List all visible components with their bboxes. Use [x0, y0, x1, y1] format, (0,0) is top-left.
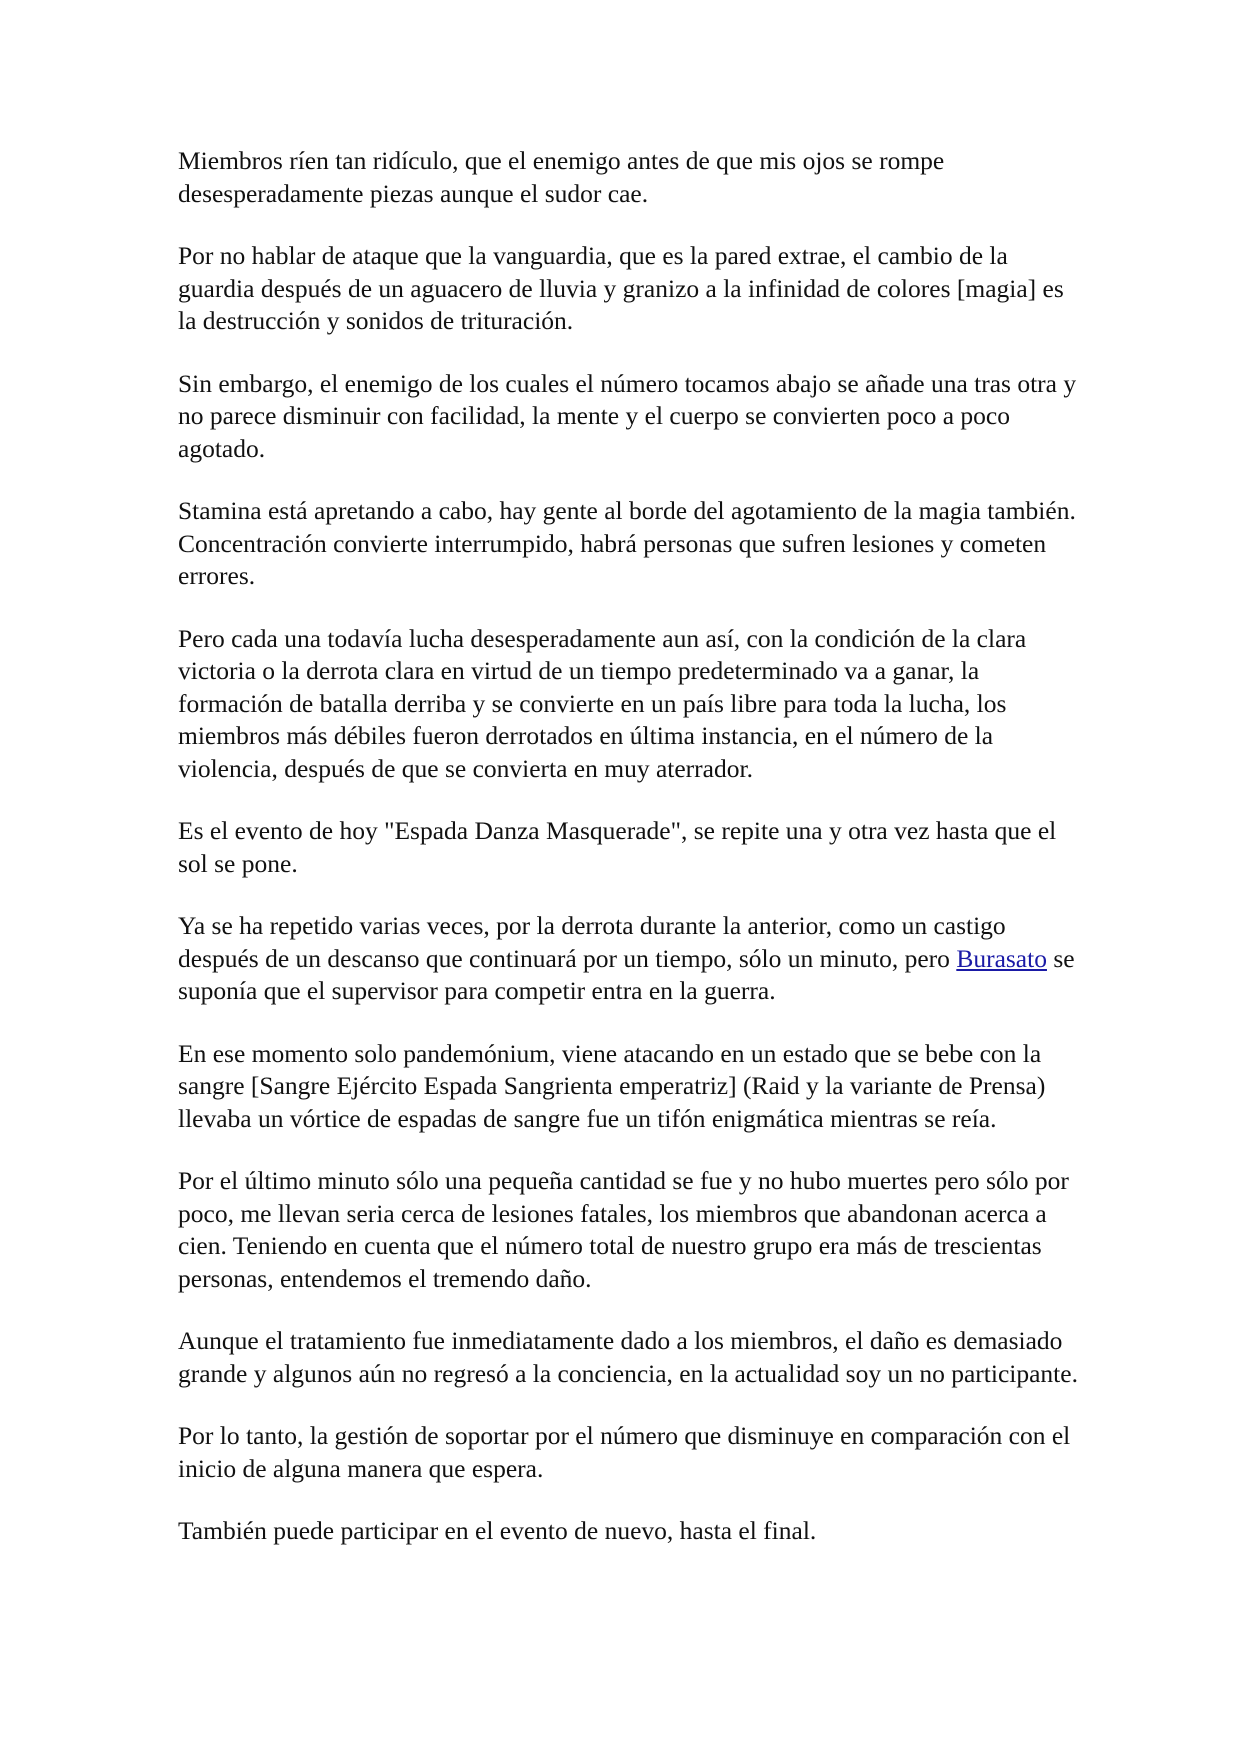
paragraph-5: Pero cada una todavía lucha desesperadamente aun así, con la condición de la clara victoria o la derrota clara en virtud de un tiempo predeterminado va a ganar, la formación de batalla derriba y se convierte en un país libre para toda la lucha, los miembros más débiles fueron derrotados en última instancia, en el número de la violencia, después de que se convierta en muy aterrador.	[178, 623, 1027, 783]
paragraph-11: Por lo tanto, la gestión de soportar por el número que disminuye en comparación con el inicio de alguna manera que espera.	[178, 1421, 1071, 1483]
paragraph-3: Sin embargo, el enemigo de los cuales el número tocamos abajo se añade una tras otra y no parece disminuir con facilidad, la mente y el cuerpo se convierten poco a poco agotado.	[178, 368, 1077, 463]
paragraph-12: También puede participar en el evento de nuevo, hasta el final.	[178, 1516, 817, 1545]
paragraph-10: Aunque el tratamiento fue inmediatamente dado a los miembros, el daño es demasiado grande y algunos aún no regresó a la conciencia, en la actualidad soy un no participante.	[178, 1326, 1078, 1388]
paragraph-2: Por no hablar de ataque que la vanguardia, que es la pared extrae, el cambio de la guardia después de un aguacero de lluvia y granizo a la infinidad de colores [magia] es la destrucción y sonidos de trituración.	[178, 241, 1064, 335]
paragraph-7-text-after: se suponía que el supervisor para competir entra en la guerra.	[178, 943, 1075, 1005]
document-page	[178, 145, 1083, 1578]
paragraph-8: En ese momento solo pandemónium, viene atacando en un estado que se bebe con la sangre [Sangre Ejército Espada Sangrienta emperatriz] (Raid y la variante de Prensa) llevaba un vórtice de espadas de sangre fue un tifón enigmática mientras se reía.	[178, 1038, 1046, 1133]
burasato-link[interactable]: Burasato	[956, 943, 1047, 973]
paragraph-6: Es el evento de hoy "Espada Danza Masquerade", se repite una y otra vez hasta que el sol se pone.	[178, 816, 1057, 878]
paragraph-7-text-before: Ya se ha repetido varias veces, por la derrota durante la anterior, como un castigo después de un descanso que continuará por un tiempo, sólo un minuto, pero	[178, 911, 1006, 973]
paragraph-4: Stamina está apretando a cabo, hay gente al borde del agotamiento de la magia también. Concentración convierte interrumpido, habrá personas que sufren lesiones y cometen errores.	[178, 496, 1076, 590]
paragraph-7	[178, 910, 1083, 1008]
paragraph-1: Miembros ríen tan ridículo, que el enemigo antes de que mis ojos se rompe desesperadamente piezas aunque el sudor cae.	[178, 146, 945, 208]
paragraph-9: Por el último minuto sólo una pequeña cantidad se fue y no hubo muertes pero sólo por poco, me llevan seria cerca de lesiones fatales, los miembros que abandonan acerca a cien. Teniendo en cuenta que el número total de nuestro grupo era más de trescientas personas, entendemos el tremendo daño.	[178, 1166, 1069, 1293]
